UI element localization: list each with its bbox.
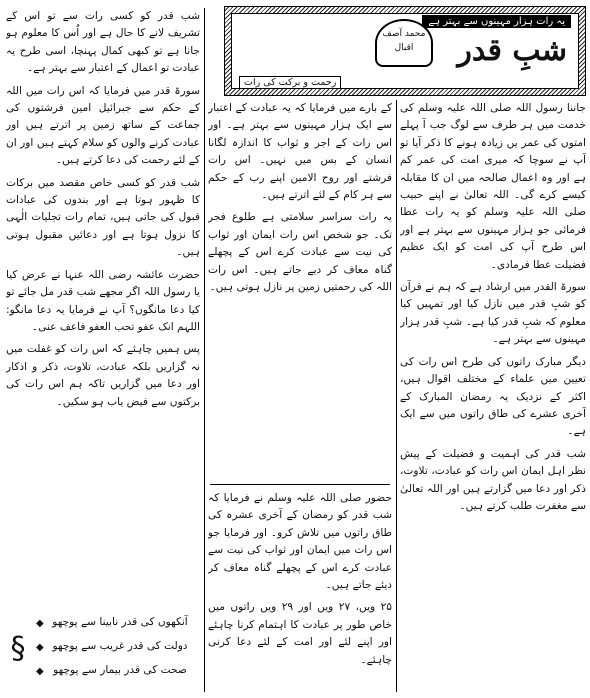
header-subtitle: یہ رات ہزار مہینوں سے بہتر ہے — [422, 15, 571, 28]
paragraph: شب قدر کو کسی خاص مقصد میں برکات کا ظہور ہوتا ہے اور بندوں کی عبادات قبول کی جاتی ہیں، تمام رات تجلیات الٰہی کا نزول ہوتا ہے اور دعائیں مقبول ہوتی ہیں۔ — [6, 176, 200, 259]
paragraph: حضرت عائشہ رضی اللہ عنہا نے عرض کیا یا رسول اللہ اگر مجھے شب قدر مل جائے تو کیا دعا مانگوں؟ آپ نے فرمایا یہ دعا مانگو: اللہم انک عفو تحب العفو فاعف عنی۔ — [6, 268, 200, 333]
bullet-icon: ◆ — [36, 666, 44, 677]
paragraph: شب قدر کی اہمیت و فضیلت کے پیش نظر اہل ایمان اس رات کو عبادت، تلاوت، ذکر اور دعا میں گزارتے ہیں اور اللہ تعالیٰ سے مغفرت طلب کرتے ہیں۔ — [400, 447, 586, 512]
header-tagline: رحمت و برکت کی رات — [239, 76, 341, 89]
author-stamp — [375, 19, 433, 67]
verse-line: آنکھوں کی قدر نابینا سے پوچھو — [52, 616, 188, 628]
author-surname: اقبال — [394, 43, 414, 53]
column-divider — [396, 100, 397, 692]
paragraph: دیگر مبارک راتوں کی طرح اس رات کی تعیین میں علماء کے مختلف اقوال ہیں، اکثر کے نزدیک یہ رمضان المبارک کے آخری عشرے کی طاق راتوں میں سے ایک ہے۔ — [400, 355, 586, 438]
verse-block — [6, 612, 200, 692]
author-name: محمد آصف — [382, 29, 426, 39]
paragraph: کے بارے میں فرمایا کہ یہ عبادت کے اعتبار سے ایک ہزار مہینوں سے بہتر ہے۔ اور اس رات کے اجر و ثواب کا اندازہ لگانا انسان کے بس میں نہیں۔ اس رات فرشتے اور روح الامین اپنے رب کے حکم سے ہر کام کے لئے اترتے ہیں۔ — [208, 102, 392, 202]
article-header — [224, 6, 586, 96]
section-divider — [210, 484, 390, 485]
paragraph: حضور صلی اللہ علیہ وسلم نے فرمایا کہ شب قدر کو رمضان کے آخری عشرہ کی طاق راتوں میں تلاش کرو۔ اور فرمایا جو اس رات میں ایمان اور ثواب کی نیت سے عبادت کرے اس کے پچھلے گناہ معاف کر دیئے جاتے ہیں۔ — [208, 492, 392, 592]
text-column-middle — [208, 100, 392, 480]
paragraph: یہ رات سراسر سلامتی ہے طلوع فجر تک۔ جو شخص اس رات ایمان اور ثواب کی نیت سے عبادت کرے اس کے پچھلے گناہ معاف کر دیے جاتے ہیں۔ اس رات اللہ کی رحمتیں زمین پر نازل ہوتی ہیں۔ — [208, 211, 392, 294]
text-column-left — [6, 8, 200, 600]
bullet-icon: ◆ — [36, 642, 44, 653]
paragraph: جاننا رسول اللہ صلی اللہ علیہ وسلم کی خدمت میں ہر طرف سے لوگ جب آ پہلے امتوں کی عمر یں زیادہ ہونے کا ذکر آیا تو آپ نے سوچا کہ میری امت کی عمر کم ہے اور وہ اعمال صالحہ میں ان کا مقابلہ کیسے کرے گی۔ اللہ تعالیٰ نے اپنے حبیب صلی اللہ علیہ وسلم کو یہ رات عطا فرمائی جو ہزار مہینوں سے بہتر ہے اور اس طرح آپ کی امت کو ایک عظیم فضیلت عطا فرمادی۔ — [400, 102, 586, 271]
paragraph: ۲۵ ویں، ۲۷ ویں اور ۲۹ ویں راتوں میں خاص طور پر عبادت کا اہتمام کرنا چاہئے اور اپنے لئے اور امت کے لئے دعا کرنی چاہئے۔ — [208, 601, 392, 666]
verse-line: صحت کی قدر بیمار سے پوچھو — [53, 664, 187, 676]
text-column-right — [400, 100, 586, 692]
paragraph: سورۃ قدر میں فرمایا کہ اس رات میں اللہ کے حکم سے جبرائیل امین فرشتوں کی جماعت کے ساتھ زمین پر اترتے ہیں اور عبادت کرنے والوں کو سلام کہتے ہیں اور ان کے لئے رحمت کی دعا کرتے ہیں۔ — [6, 84, 200, 167]
text-column-middle-lower — [208, 490, 392, 690]
paragraph: پس ہمیں چاہئے کہ اس رات کو غفلت میں نہ گزاریں بلکہ عبادت، تلاوت، ذکر و اذکار اور دعا میں گزاریں تاکہ ہم اس رات کی برکتوں سے فیض یاب ہو سکیں۔ — [6, 343, 200, 408]
paragraph: سورۃ القدر میں ارشاد ہے کہ ہم نے قرآن کو شبِ قدر میں نازل کیا اور تمہیں کیا معلوم کہ شبِ قدر کیا ہے۔ شبِ قدر ہزار مہینوں سے بہتر ہے۔ — [400, 281, 586, 346]
paragraph: شب قدر کو کسی رات سے تو اس کے تشریف لانے کا حال ہے اور اُس کا معلوم ہو جانا ہے تو کبھی کمال پہنچا، اسی طرح یہ عبادت تو اعمال کے اعتبار سے بہتر ہے۔ — [6, 10, 200, 75]
ornament-icon: § — [10, 631, 26, 666]
column-divider — [204, 8, 205, 692]
bullet-icon: ◆ — [36, 618, 44, 629]
verse-line: دولت کی قدر غریب سے پوچھو — [52, 640, 188, 652]
article-title: شبِ قدر — [457, 33, 567, 68]
